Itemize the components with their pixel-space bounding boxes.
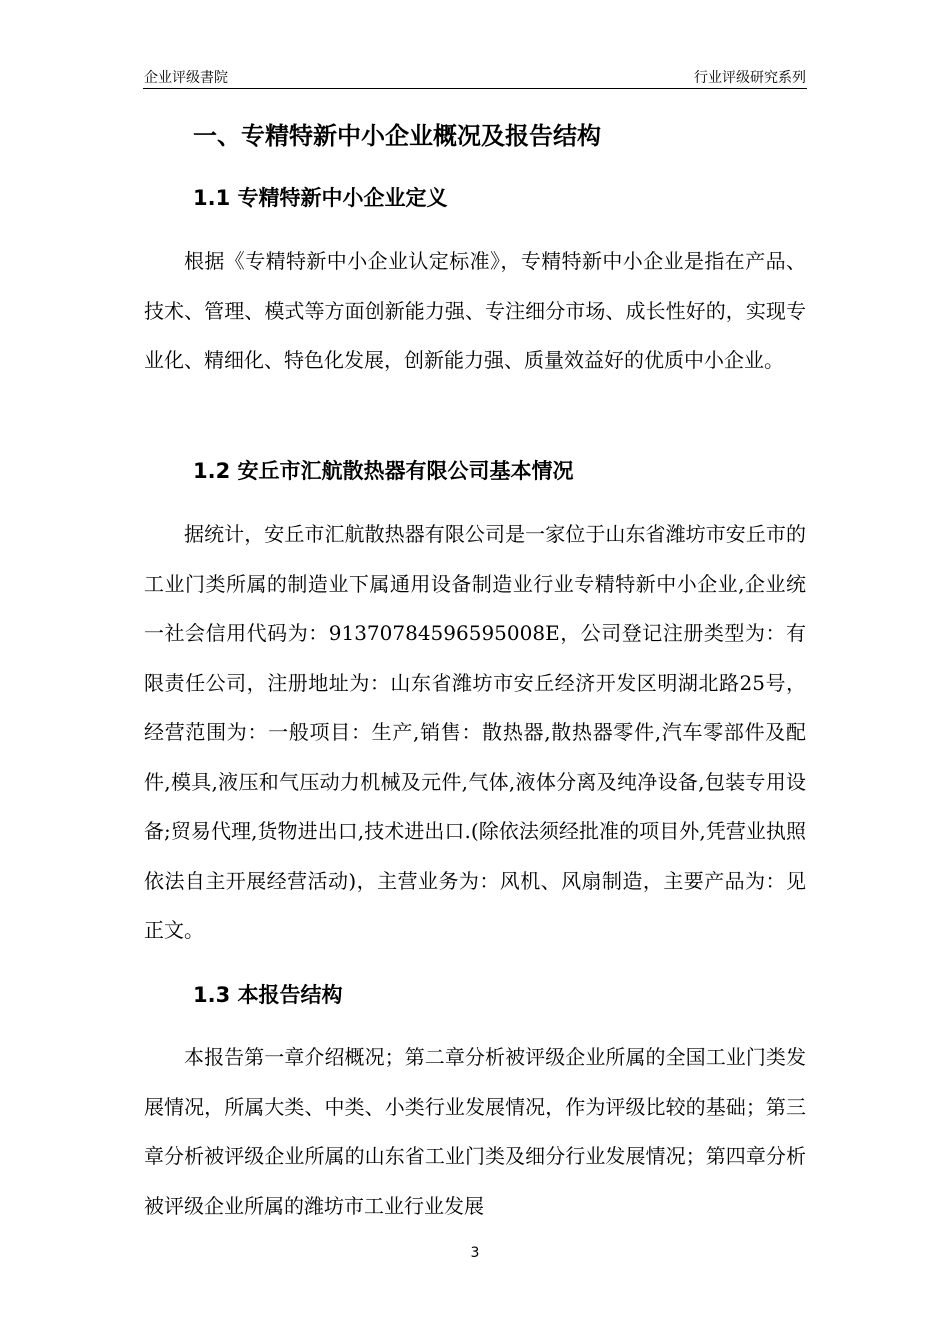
header-divider (143, 88, 807, 89)
section-heading-1-2: 1.2 安丘市汇航散热器有限公司基本情况 (193, 459, 574, 483)
chapter-title: 一、专精特新中小企业概况及报告结构 (193, 122, 601, 150)
header-left-text: 企业评级書院 (144, 70, 228, 86)
section-paragraph-1-1: 根据《专精特新中小企业认定标准》，专精特新中小企业是指在产品、技术、管理、模式等方面创新能力强、专注细分市场、成长性好的，实现专业化、精细化、特色化发展，创新能力强、质量效益好的优质中小企业。 (144, 249, 806, 372)
section-paragraph-1-2: 据统计，安丘市汇航散热器有限公司是一家位于山东省潍坊市安丘市的工业门类所属的制造业下属通用设备制造业行业专精特新中小企业,企业统一社会信用代码为：91370784596595008E，公司登记注册类型为：有限责任公司，注册地址为：山东省潍坊市安丘经济开发区明湖北路25号，经营范围为：一般项目：生产,销售：散热器,散热器零件,汽车零部件及配件,模具,液压和气压动力机械及元件,气体,液体分离及纯净设备,包装专用设备;贸易代理,货物进出口,技术进出口.(除依法须经批准的项目外,凭营业执照依法自主开展经营活动)，主营业务为：风机、风扇制造，主要产品为：见正文。 (144, 522, 806, 942)
section-heading-1-3: 1.3 本报告结构 (193, 983, 343, 1007)
section-paragraph-1-3: 本报告第一章介绍概况；第二章分析被评级企业所属的全国工业门类发展情况，所属大类、中类、小类行业发展情况，作为评级比较的基础；第三章分析被评级企业所属的山东省工业门类及细分行业发展情况；第四章分析被评级企业所属的潍坊市工业行业发展 (144, 1045, 806, 1218)
section-heading-1-1: 1.1 专精特新中小企业定义 (193, 186, 448, 210)
page-number: 3 (470, 1245, 480, 1261)
header-right-text: 行业评级研究系列 (694, 70, 806, 86)
